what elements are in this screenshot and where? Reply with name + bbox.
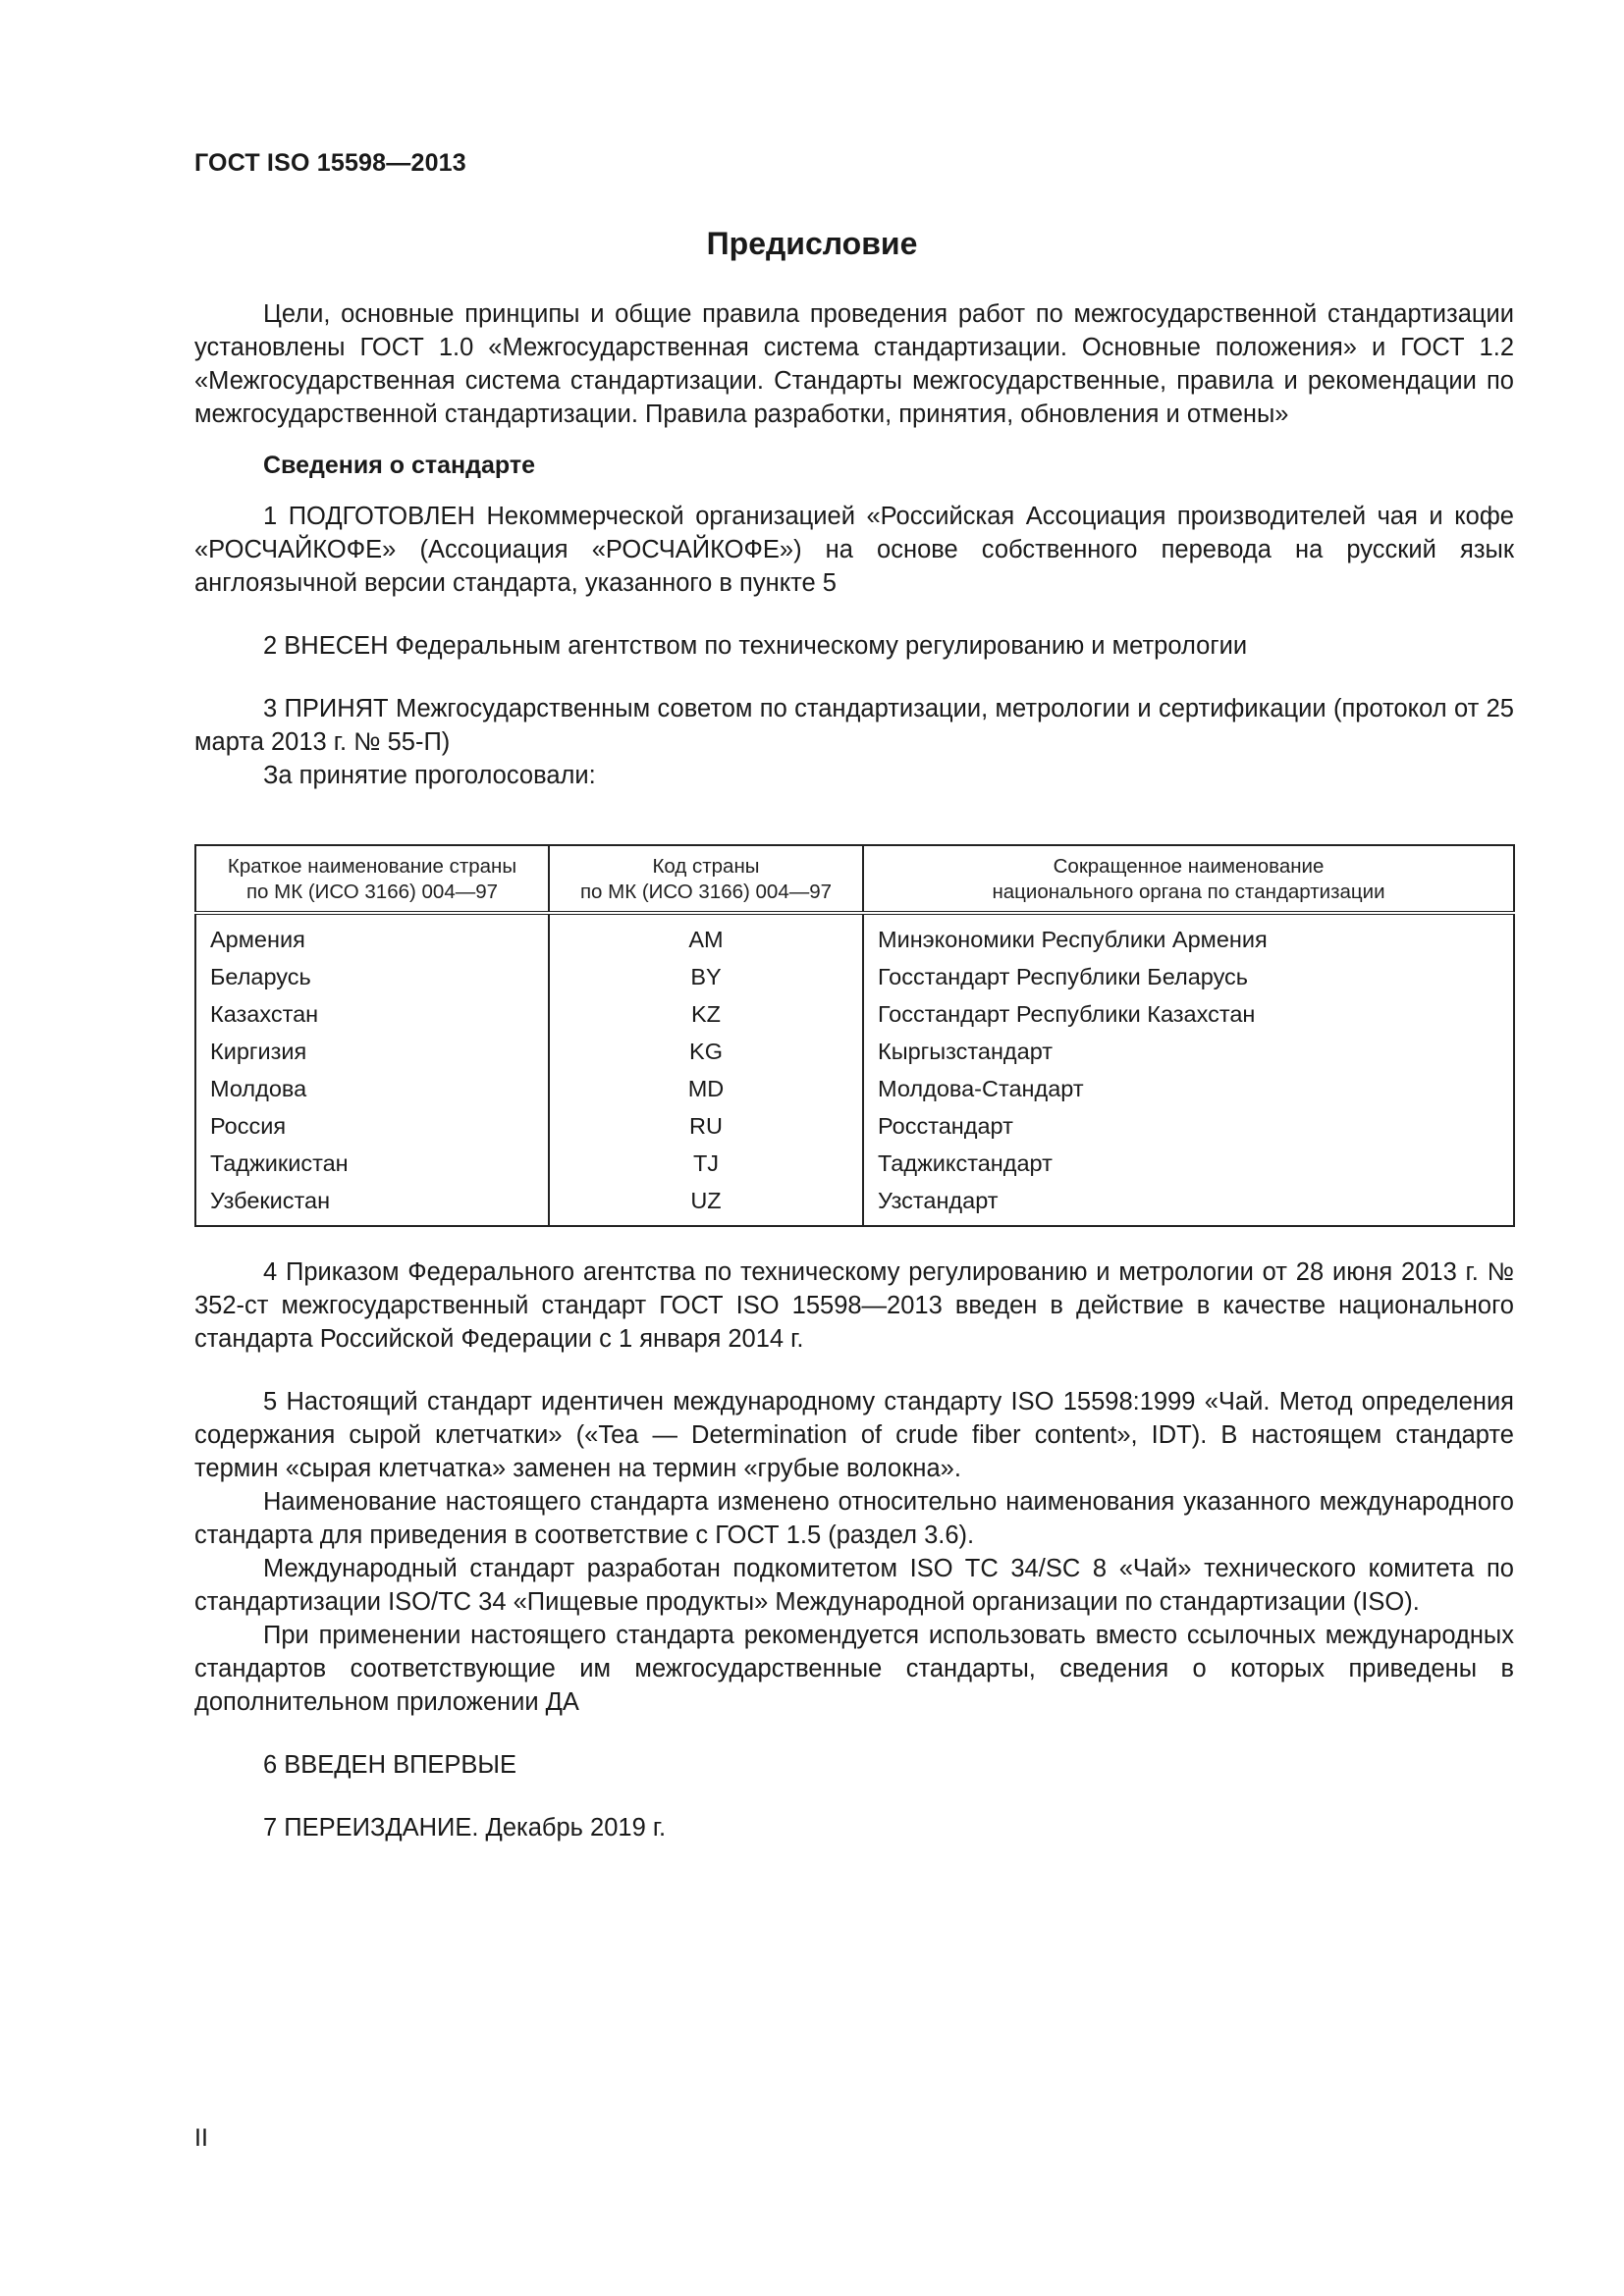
header-code — [549, 845, 863, 913]
header-country — [195, 845, 549, 913]
cell-code: BY — [549, 958, 863, 995]
cell-code: MD — [549, 1070, 863, 1107]
header-country-line-2: по МК (ИСО 3166) 004—97 — [245, 881, 499, 903]
table-row — [195, 1070, 1514, 1107]
cell-country: Таджикистан — [195, 1145, 549, 1182]
table-row — [195, 1182, 1514, 1226]
header-code-line-2: по МК (ИСО 3166) 004—97 — [579, 881, 833, 903]
cell-country: Казахстан — [195, 995, 549, 1033]
cell-code: UZ — [549, 1182, 863, 1226]
item-5-references-paragraph: При применении настоящего стандарта рекомендуется использовать вместо ссылочных международных стандартов соответствующие им межгосударственные стандарты, сведения о которых приведены в дополнительном приложении ДА — [194, 1622, 1514, 1716]
item-2-paragraph: 2 ВНЕСЕН Федеральным агентством по техническому регулированию и метрологии — [263, 632, 1248, 660]
page-number: II — [194, 2124, 208, 2152]
cell-national-body: Госстандарт Республики Казахстан — [878, 1001, 1256, 1027]
cell-national-body: Росстандарт — [878, 1113, 1013, 1139]
table-row — [195, 995, 1514, 1033]
page-title: Предисловие — [706, 226, 918, 261]
cell-country: Россия — [195, 1107, 549, 1145]
header-country-line-1: Краткое наименование страны — [227, 855, 517, 878]
table-header-row — [195, 845, 1514, 913]
intro-paragraph: Цели, основные принципы и общие правила проведения работ по межгосударственной стандартизации установлены ГОСТ 1.0 «Межгосударственная система стандартизации. Основные положения» и ГОСТ 1.2 «Межгосударственная система стандартизации. Стандарты межгосударственные, правила и рекомендации по межгосударственной стандартизации. Правила разработки, принятия, обновления и отмены» — [194, 300, 1514, 428]
cell-code: AM — [549, 913, 863, 958]
cell-code: TJ — [549, 1145, 863, 1182]
cell-national-body: Госстандарт Республики Беларусь — [878, 964, 1249, 989]
table-row — [195, 958, 1514, 995]
cell-national-body: Узстандарт — [878, 1188, 999, 1213]
cell-national-body: Таджикстандарт — [878, 1150, 1053, 1176]
cell-country: Киргизия — [195, 1033, 549, 1070]
cell-country: Армения — [195, 913, 549, 958]
cell-country: Молдова — [195, 1070, 549, 1107]
item-3-paragraph: 3 ПРИНЯТ Межгосударственным советом по стандартизации, метрологии и сертификации (протокол от 25 марта 2013 г. № 55-П) — [194, 695, 1514, 756]
table-row — [195, 1107, 1514, 1145]
table-row — [195, 1033, 1514, 1070]
cell-country: Беларусь — [195, 958, 549, 995]
item-5-name-change-paragraph: Наименование настоящего стандарта изменено относительно наименования указанного международного стандарта для приведения в соответствие с ГОСТ 1.5 (раздел 3.6). — [194, 1488, 1514, 1549]
header-body-line-2: национального органа по стандартизации — [992, 881, 1385, 903]
document-header: ГОСТ ISO 15598—2013 — [194, 149, 466, 177]
item-5-paragraph: 5 Настоящий стандарт идентичен международному стандарту ISO 15598:1999 «Чай. Метод определения содержания сырой клетчатки» («Tea — Determination of crude fiber content», IDT). В настоящем стандарте термин «сырая клетчатка» заменен на термин «грубые волокна». — [194, 1388, 1514, 1482]
cell-national-body: Молдова-Стандарт — [878, 1076, 1084, 1101]
item-4-paragraph: 4 Приказом Федерального агентства по техническому регулированию и метрологии от 28 июня 2013 г. № 352-ст межгосударственный стандарт ГОСТ ISO 15598—2013 введен в действие в качестве национального стандарта Российской Федерации с 1 января 2014 г. — [194, 1258, 1514, 1353]
cell-code: KZ — [549, 995, 863, 1033]
cell-code: KG — [549, 1033, 863, 1070]
header-body-line-1: Сокращенное наименование — [1053, 855, 1325, 878]
item-6-paragraph: 6 ВВЕДЕН ВПЕРВЫЕ — [263, 1751, 517, 1779]
voting-table — [194, 844, 1515, 1227]
preface-upper-block — [194, 297, 1514, 792]
voted-label: За принятие проголосовали: — [263, 762, 596, 789]
cell-code: RU — [549, 1107, 863, 1145]
table-row — [195, 1145, 1514, 1182]
item-1-paragraph: 1 ПОДГОТОВЛЕН Некоммерческой организацией «Российская Ассоциация производителей чая и кофе «РОСЧАЙКОФЕ» (Ассоциация «РОСЧАЙКОФЕ») на основе собственного перевода на русский язык англоязычной версии стандарта, указанного в пункте 5 — [194, 503, 1514, 597]
item-5-developer-paragraph: Международный стандарт разработан подкомитетом ISO TC 34/SC 8 «Чай» технического комитета по стандартизации ISO/TC 34 «Пищевые продукты» Международной организации по стандартизации (ISO). — [194, 1555, 1514, 1616]
item-7-paragraph: 7 ПЕРЕИЗДАНИЕ. Декабрь 2019 г. — [263, 1814, 667, 1842]
cell-country: Узбекистан — [195, 1182, 549, 1226]
cell-national-body: Минэкономики Республики Армения — [878, 927, 1268, 952]
header-body — [863, 845, 1514, 913]
header-code-line-1: Код страны — [652, 855, 760, 878]
cell-national-body: Кыргызстандарт — [878, 1039, 1054, 1064]
preface-lower-block — [194, 1255, 1514, 1844]
info-heading: Сведения о стандарте — [263, 452, 536, 479]
table-row — [195, 913, 1514, 958]
